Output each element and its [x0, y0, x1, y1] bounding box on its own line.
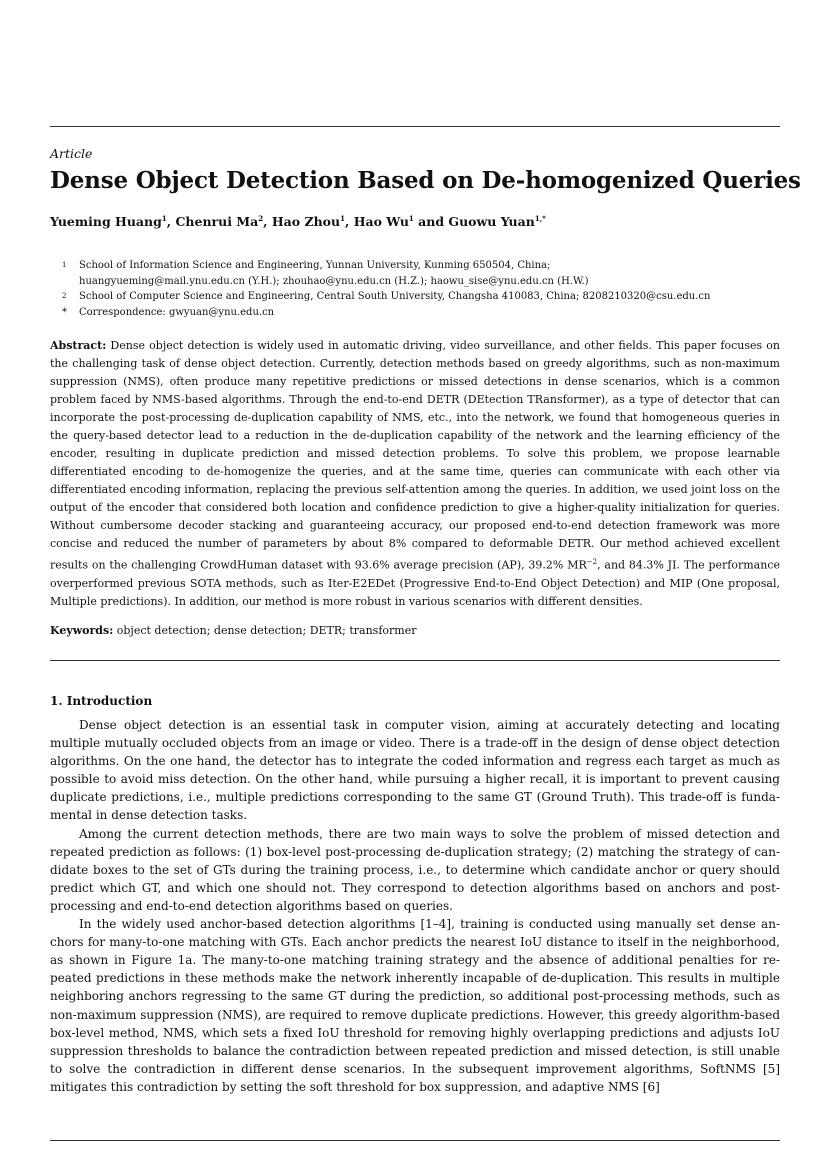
affiliation-emails: huangyueming@mail.ynu.edu.cn (Y.H.); zhouhao@ynu.edu.cn (H.Z.); haowu_sise@ynu.edu.cn (H.W.) — [79, 275, 589, 287]
abstract-text: Dense object detection is widely used in automatic driving, video surveillance, and other fields. This paper focuses on the challenging task of dense object detection. Currently, detection methods based on greedy algorithms, such as non-maximum suppression (NMS), often produce many repetitive predictions or missed detections in dense scenarios, which is a common problem faced by NMS-based algorithms. Through the end-to-end DETR (DEtection TRansformer), as a type of detector that can incorporate the post-processing de-duplication capability of NMS, etc., into the network, we found that homogeneous queries in the query-based detector lead to a reduction in the de-duplication capability of the network and the learning efficiency of the encoder, resulting in duplicate prediction and missed detection problems. To solve this problem, we propose learnable differentiated encoding to de-homogenize the queries, and at the same time, queries can communicate with each other via differentiated encoding information, replacing the previous self-attention among the queries. In addition, we used joint loss on the output of the encoder that considered both location and confidence prediction to give a higher-quality initialization for queries. Without cumbersome decoder stacking and guaranteeing accuracy, our proposed end-to-end detection framework was more concise and reduced the number of parameters by about 8% compared to deformable DETR. Our method achieved excellent results on the challenging CrowdHuman dataset with 93.6% average precision (AP), 39.2% MR — [50, 339, 780, 572]
affiliation-text: School of Computer Science and Engineering, Central South University, Changsha 410083, China; 8208210320@csu.edu.cn — [79, 291, 711, 303]
abstract-label: Abstract: — [50, 339, 107, 352]
introduction-paragraph: Among the current detection methods, there are two main ways to solve the problem of missed detection and repeated prediction as follows: (1) box-level post-processing de-duplication strategy; (2) matching the strategy of candidate boxes to the set of GTs during the training process, i.e., to determine which candidate anchor or query should predict which GT, and which one should not. They correspond to detection algorithms based on anchors and post-processing and end-to-end detection algorithms based on queries. — [50, 826, 780, 913]
author-affiliation-mark: 2 — [258, 214, 264, 223]
author-affiliation-mark: 1 — [408, 214, 414, 223]
introduction-paragraph: Dense object detection is an essential task in computer vision, aiming at accurately detecting and locating multiple mutually occluded objects from an image or video. There is a trade-off in the design of dense object detection algorithms. On the one hand, the detector has to integrate the coded information and regress each target as much as possible to avoid miss detection. On the other hand, while pursuing a higher recall, it is important to prevent causing duplicate predictions, i.e., multiple predictions corresponding to the same GT (Ground Truth). This trade-off is fundamental in dense detection tasks. — [50, 718, 780, 823]
author-separator: , — [263, 214, 272, 230]
affiliation-row — [62, 289, 782, 305]
keywords-label: Keywords: — [50, 624, 114, 637]
correspondence-text: Correspondence: gwyuan@ynu.edu.cn — [79, 306, 275, 318]
author-name: Hao Wu — [353, 214, 409, 230]
author-name: Chenrui Ma — [175, 214, 259, 230]
author-separator: and — [413, 214, 449, 230]
author-name: Yueming Huang — [50, 214, 162, 230]
article-type-label: Article — [50, 146, 93, 161]
affiliation-text: School of Information Science and Engineering, Yunnan University, Kunming 650504, China; — [79, 260, 551, 271]
author-affiliation-mark: 1 — [161, 214, 167, 223]
section-divider — [50, 660, 780, 661]
section-heading-introduction: 1. Introduction — [50, 694, 153, 708]
correspondence-marker: * — [62, 306, 67, 318]
author-separator: , — [166, 214, 176, 230]
affiliation-marker: 1 — [62, 261, 67, 269]
introduction-body — [50, 716, 780, 1096]
author-affiliation-mark: 1,* — [534, 214, 546, 223]
keywords — [50, 624, 416, 637]
affiliation-row — [62, 258, 782, 274]
abstract-superscript: −2 — [586, 558, 598, 566]
abstract-text-end: , and 84.3% JI. The performance overperformed previous SOTA methods, such as Iter-E2EDet (Progressive End-to-End Object Detection) and MIP (One proposal, Multiple predictions). In addition, our method is more robust in various scenarios with different densities. — [50, 558, 780, 608]
paper-title: Dense Object Detection Based on De-homogenized Queries — [50, 167, 801, 194]
correspondence-row — [62, 305, 782, 321]
abstract — [50, 337, 780, 611]
author-separator: , — [344, 214, 354, 230]
bottom-rule — [50, 1140, 780, 1141]
introduction-paragraph: In the widely used anchor-based detection algorithms [1–4], training is conducted using manually set dense anchors for many-to-one matching with GTs. Each anchor predicts the nearest IoU distance to itself in the neighborhood, as shown in Figure 1a. The many-to-one matching training strategy and the absence of additional penalties for repeated predictions in these methods make the network inherently incapable of de-duplication. This results in multiple neighboring anchors regressing to the same GT during the prediction, so additional post-processing methods, such as non-maximum suppression (NMS), are required to remove duplicate predictions. However, this greedy algorithm-based box-level method, NMS, which sets a fixed IoU threshold for removing highly overlapping predictions and adjusts IoU suppression thresholds to balance the contradiction between repeated prediction and missed detection, is still unable to solve the contradiction in different dense scenarios. In the subsequent improvement algorithms, SoftNMS [5] mitigates this contradiction by setting the soft threshold for box suppression, and adaptive NMS [6] — [50, 917, 780, 1094]
author-list — [50, 214, 546, 229]
author-name: Hao Zhou — [271, 214, 341, 230]
affiliation-marker: 2 — [62, 292, 67, 301]
affiliations — [62, 258, 782, 320]
affiliation-row — [62, 274, 782, 290]
keywords-text: object detection; dense detection; DETR; transformer — [113, 624, 417, 637]
top-rule — [50, 126, 780, 127]
author-name: Guowu Yuan — [448, 214, 535, 230]
author-affiliation-mark: 1 — [340, 214, 345, 223]
